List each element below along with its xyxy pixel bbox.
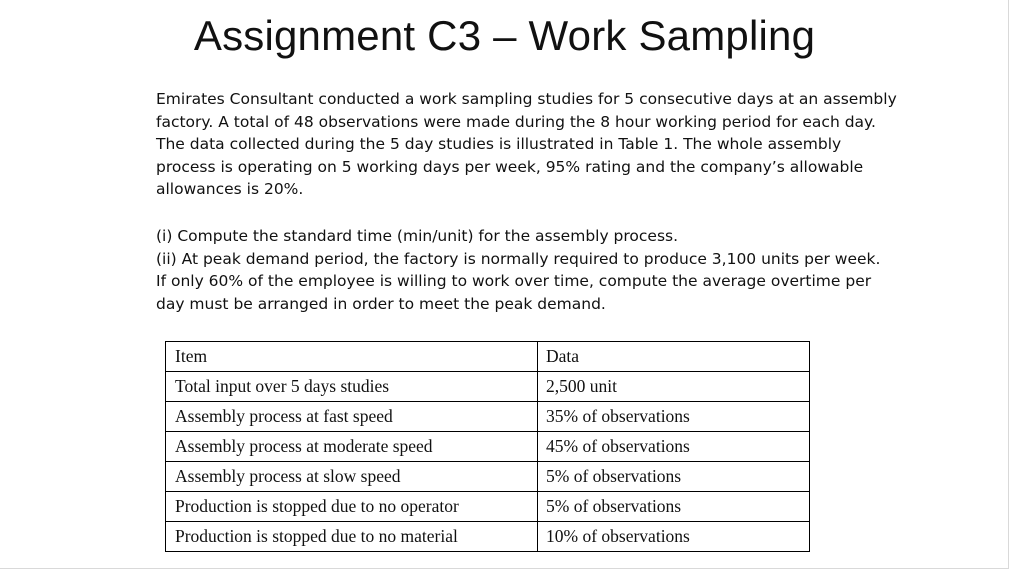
intro-line: allowances is 20%. bbox=[156, 180, 304, 199]
question-line: day must be arranged in order to meet the peak demand. bbox=[156, 294, 606, 313]
header-cell-item: Item bbox=[166, 342, 538, 372]
table-header-row bbox=[166, 342, 810, 372]
intro-line: The data collected during the 5 day studies is illustrated in Table 1. The whole assembly bbox=[156, 135, 842, 154]
data-cell: 5% of observations bbox=[538, 462, 810, 492]
intro-paragraph bbox=[156, 88, 897, 201]
intro-line: process is operating on 5 working days per week, 95% rating and the company’s allowable bbox=[156, 157, 864, 176]
intro-line: factory. A total of 48 observations were made during the 8 hour working period for each day. bbox=[156, 112, 876, 131]
slide-title: Assignment C3 – Work Sampling bbox=[193, 12, 816, 59]
data-cell: 45% of observations bbox=[538, 432, 810, 462]
question-line: If only 60% of the employee is willing to work over time, compute the average overtime per bbox=[156, 272, 872, 291]
item-cell: Production is stopped due to no material bbox=[166, 522, 538, 552]
item-cell: Assembly process at slow speed bbox=[166, 462, 538, 492]
item-cell: Production is stopped due to no operator bbox=[166, 492, 538, 522]
data-table bbox=[165, 341, 810, 552]
table-row bbox=[166, 372, 810, 402]
table-row bbox=[166, 462, 810, 492]
question-line: (i) Compute the standard time (min/unit) for the assembly process. bbox=[156, 227, 679, 245]
data-cell: 35% of observations bbox=[538, 402, 810, 432]
data-cell: 5% of observations bbox=[538, 492, 810, 522]
data-cell: 2,500 unit bbox=[538, 372, 810, 402]
table-row bbox=[166, 522, 810, 552]
item-cell: Total input over 5 days studies bbox=[166, 372, 538, 402]
table-row bbox=[166, 492, 810, 522]
table-row bbox=[166, 402, 810, 432]
header-cell-data: Data bbox=[538, 342, 810, 372]
data-cell: 10% of observations bbox=[538, 522, 810, 552]
item-cell: Assembly process at fast speed bbox=[166, 402, 538, 432]
intro-line: Emirates Consultant conducted a work sampling studies for 5 consecutive days at an assembly bbox=[156, 90, 897, 108]
question-line: (ii) At peak demand period, the factory is normally required to produce 3,100 units per week. bbox=[156, 249, 881, 268]
table-row bbox=[166, 432, 810, 462]
item-cell: Assembly process at moderate speed bbox=[166, 432, 538, 462]
questions-paragraph bbox=[156, 225, 886, 315]
